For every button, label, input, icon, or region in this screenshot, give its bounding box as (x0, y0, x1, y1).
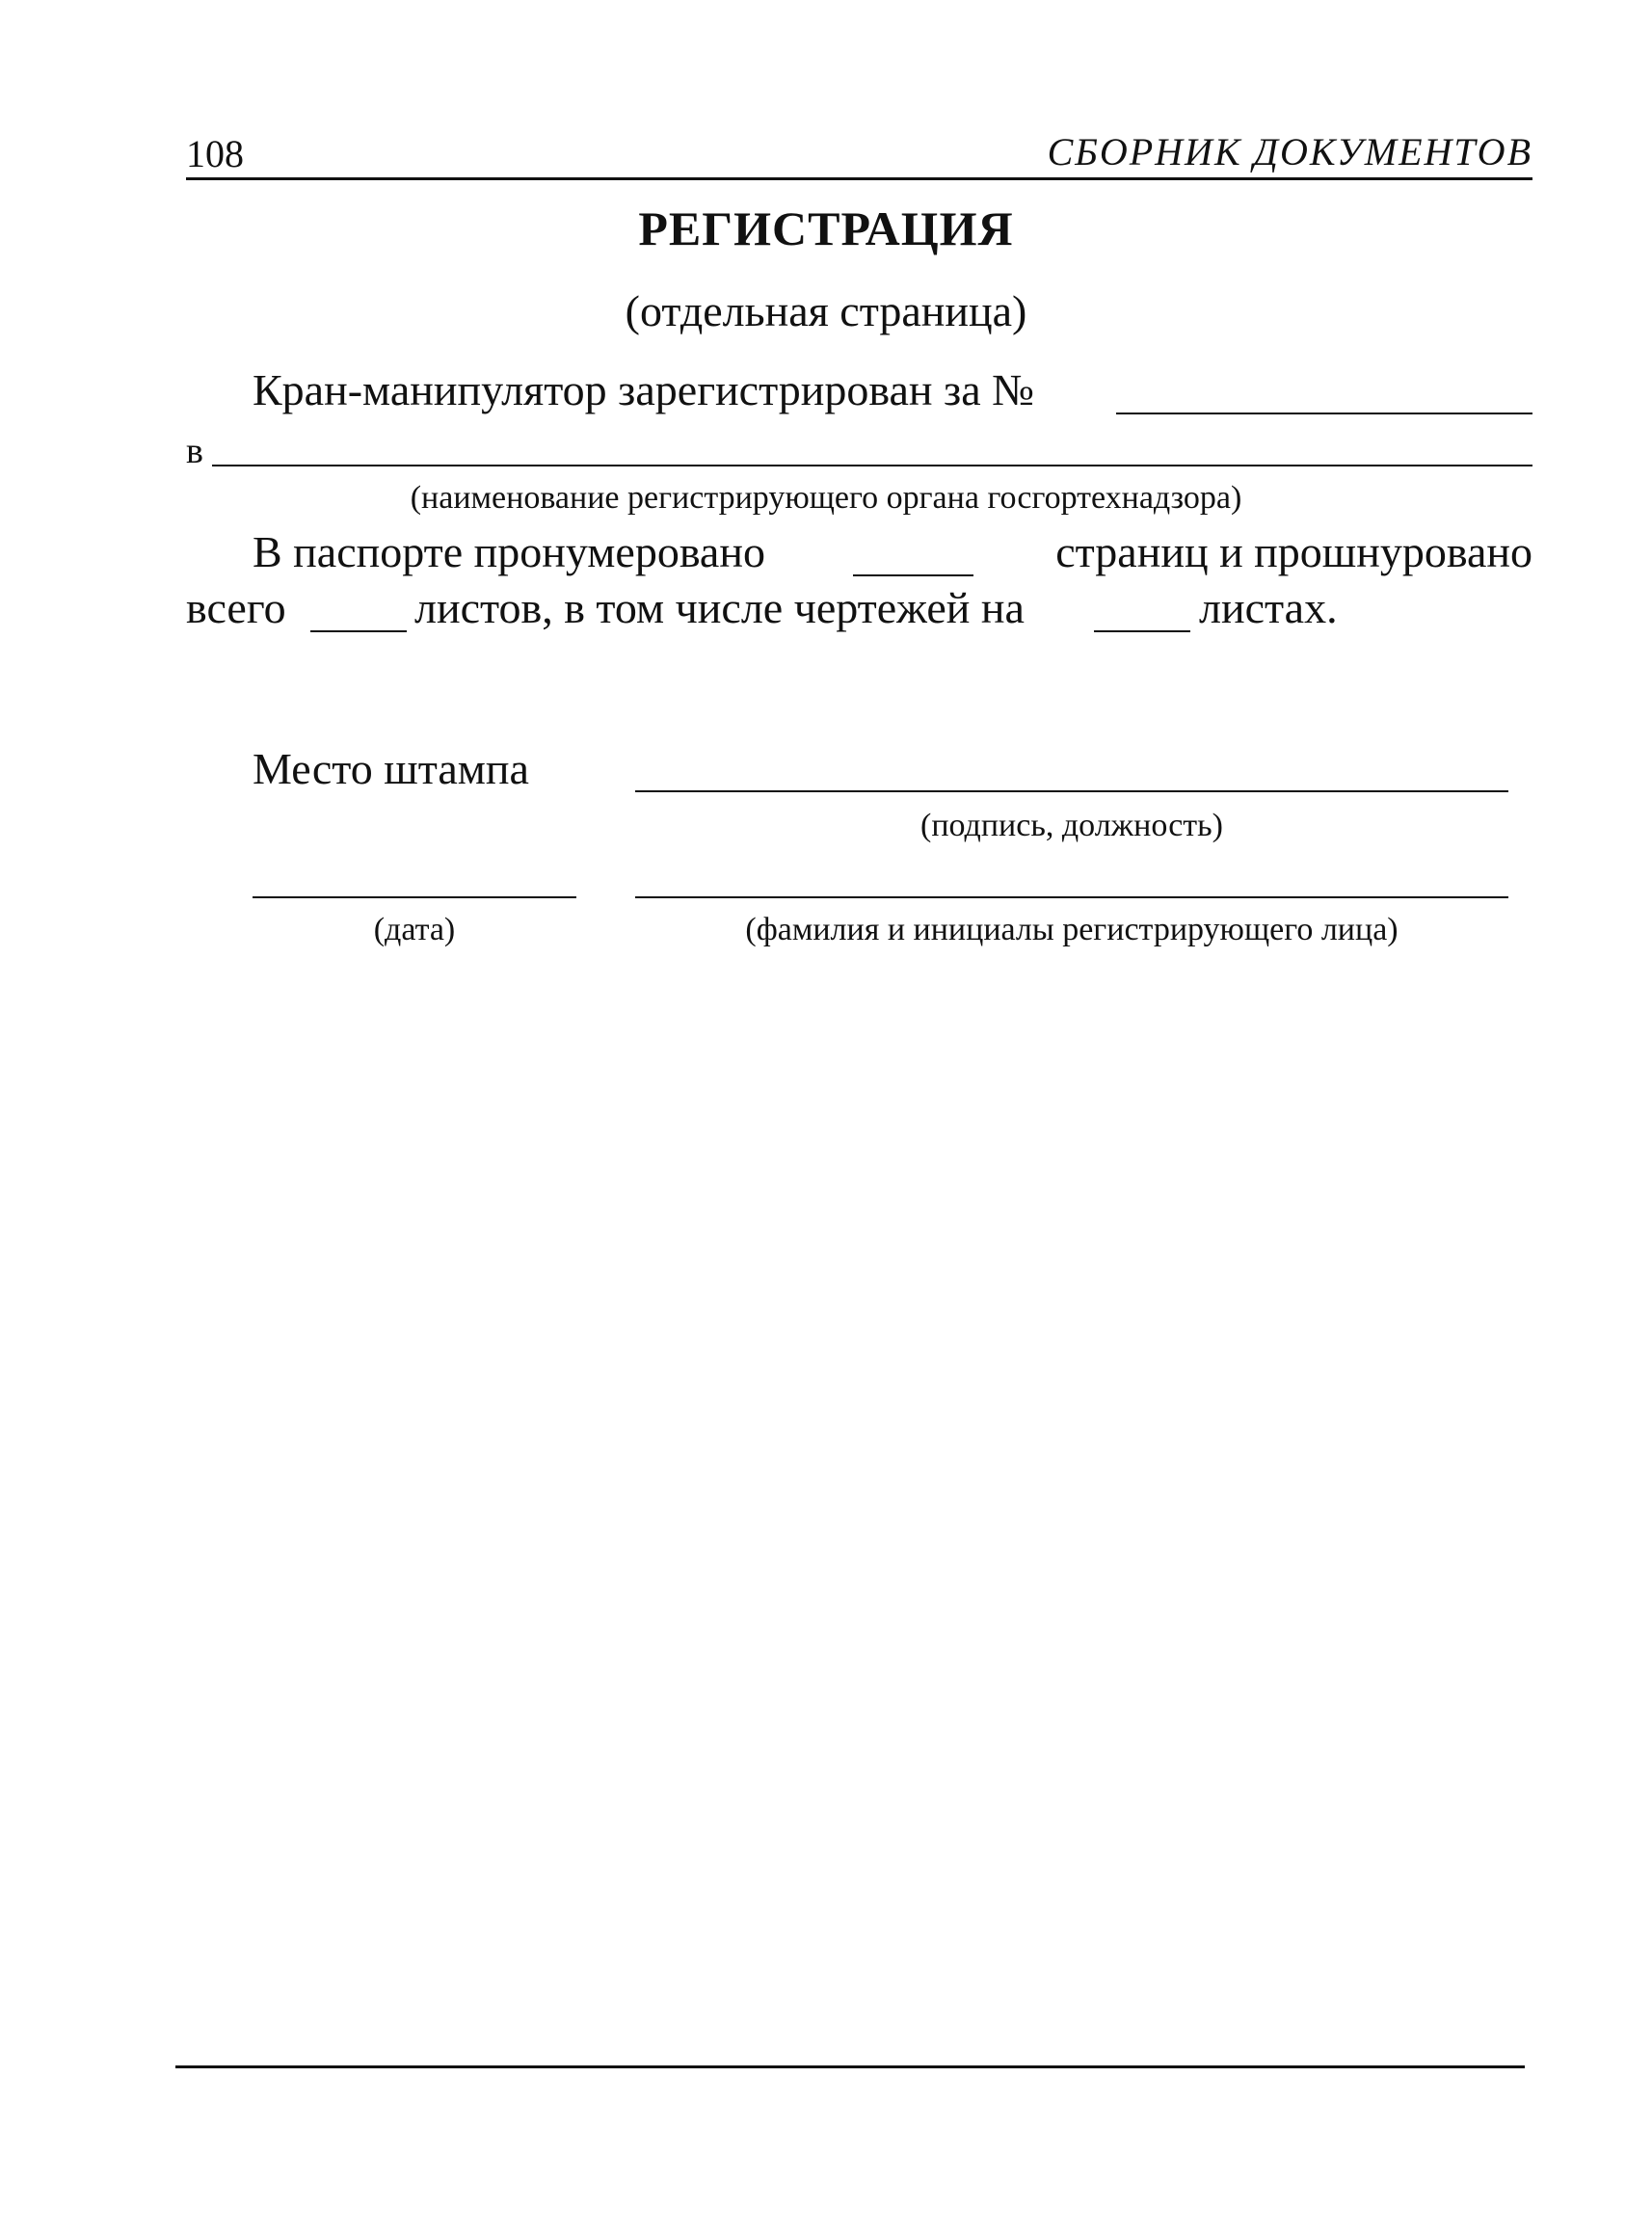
sheets-count-field[interactable] (310, 630, 407, 632)
authority-caption: (наименование регистрирующего органа госгортехнадзора) (410, 480, 1242, 516)
in-label: в (186, 431, 203, 471)
stamp-label: Место штампа (253, 744, 529, 793)
numbered-start-text: В паспорте пронумеровано (253, 527, 765, 576)
date-field[interactable] (253, 896, 576, 898)
signature-caption: (подпись, должность) (920, 808, 1223, 843)
date-caption: (дата) (373, 912, 456, 947)
drawings-count-field[interactable] (1094, 630, 1190, 632)
name-caption: (фамилия и инициалы регистрирующего лица) (745, 912, 1399, 947)
total-mid-text: листов, в том числе чертежей на (414, 583, 1025, 632)
signature-field[interactable] (635, 790, 1508, 792)
page-number: 108 (186, 132, 244, 175)
registered-line-label: Кран-манипулятор зарегистрирован за № (253, 365, 1034, 414)
name-field[interactable] (635, 896, 1508, 898)
running-title: СБОРНИК ДОКУМЕНТОВ (1047, 130, 1532, 173)
authority-field[interactable] (212, 465, 1532, 466)
pages-count-field[interactable] (853, 574, 973, 576)
registration-number-field[interactable] (1116, 413, 1532, 414)
header-rule (186, 177, 1532, 180)
total-end-text: листах. (1199, 583, 1338, 632)
footer-rule (175, 2065, 1525, 2068)
page-title: РЕГИСТРАЦИЯ (638, 201, 1014, 255)
total-start-text: всего (186, 583, 286, 632)
page-subtitle: (отдельная страница) (625, 286, 1027, 335)
numbered-mid-text: страниц и прошнуровано (1055, 527, 1532, 576)
